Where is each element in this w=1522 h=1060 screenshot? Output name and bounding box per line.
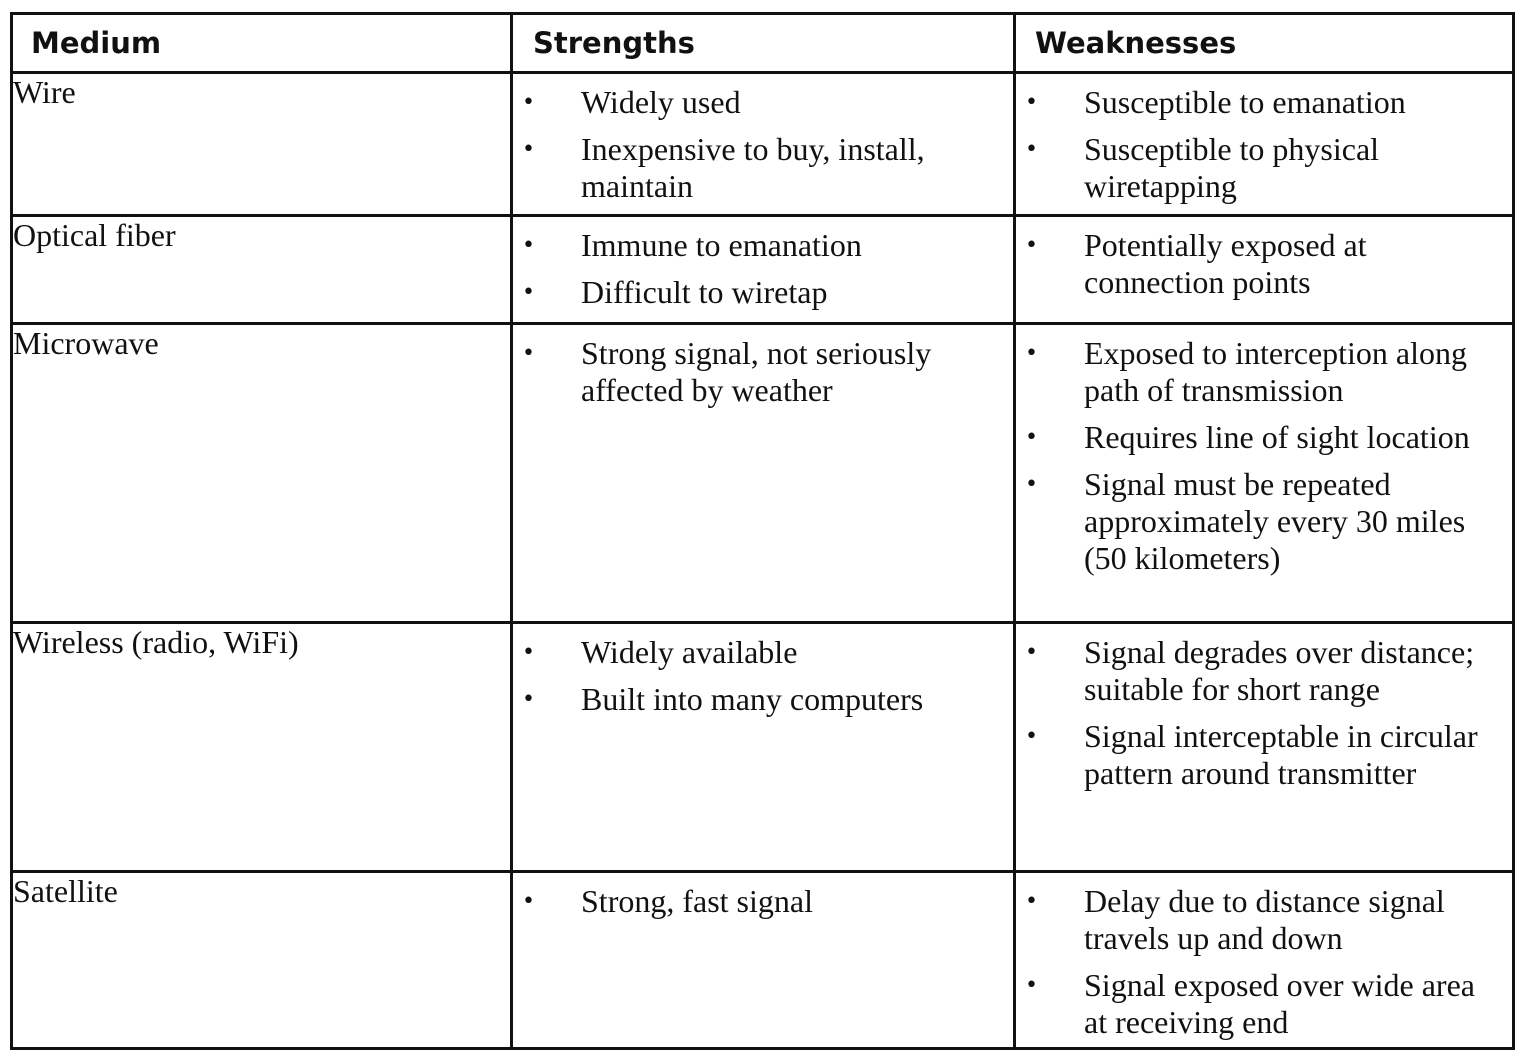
strengths-cell <box>512 73 1015 216</box>
list-item-text: Signal degrades over distance; suitable for short range <box>1084 634 1475 707</box>
list-item <box>1016 718 1504 792</box>
list-item <box>513 227 1005 264</box>
medium-cell: Microwave <box>12 324 512 623</box>
table-body <box>12 73 1514 1049</box>
table-row <box>12 324 1514 623</box>
medium-cell: Satellite <box>12 872 512 1049</box>
header-medium: Medium <box>12 14 512 73</box>
bullet-icon: • <box>522 137 535 162</box>
list-item-text: Signal exposed over wide area at receiving end <box>1084 967 1475 1040</box>
strengths-cell <box>512 872 1015 1049</box>
list-item <box>1016 84 1504 121</box>
medium-cell: Wire <box>12 73 512 216</box>
weaknesses-list <box>1016 74 1512 205</box>
bullet-icon: • <box>1025 90 1038 115</box>
list-item-text: Susceptible to physical wiretapping <box>1084 131 1380 204</box>
table-row <box>12 623 1514 872</box>
list-item-text: Difficult to wiretap <box>581 274 828 310</box>
list-item <box>513 84 1005 121</box>
list-item <box>513 131 1005 205</box>
strengths-cell <box>512 623 1015 872</box>
list-item-text: Strong signal, not seriously affected by weather <box>581 335 932 408</box>
list-item <box>513 634 1005 671</box>
list-item <box>513 335 1005 409</box>
bullet-icon: • <box>1025 889 1038 914</box>
list-item-text: Signal must be repeated approximately every 30 miles (50 kilometers) <box>1084 466 1466 576</box>
bullet-icon: • <box>1025 724 1038 749</box>
bullet-icon: • <box>1025 472 1038 497</box>
medium-cell: Wireless (radio, WiFi) <box>12 623 512 872</box>
list-item-text: Potentially exposed at connection points <box>1084 227 1367 300</box>
strengths-list <box>513 74 1013 205</box>
weaknesses-cell <box>1015 216 1514 324</box>
list-item-text: Widely used <box>581 84 741 120</box>
header-strengths: Strengths <box>512 14 1015 73</box>
strengths-list <box>513 325 1013 409</box>
bullet-icon: • <box>1025 973 1038 998</box>
list-item <box>513 681 1005 718</box>
list-item <box>1016 131 1504 205</box>
strengths-list <box>513 217 1013 311</box>
table-row <box>12 216 1514 324</box>
list-item <box>513 274 1005 311</box>
weaknesses-cell <box>1015 324 1514 623</box>
bullet-icon: • <box>522 90 535 115</box>
list-item-text: Immune to emanation <box>581 227 862 263</box>
strengths-list <box>513 624 1013 718</box>
list-item <box>1016 967 1504 1041</box>
weaknesses-list <box>1016 873 1512 1041</box>
bullet-icon: • <box>1025 233 1038 258</box>
list-item <box>1016 883 1504 957</box>
strengths-cell <box>512 216 1015 324</box>
bullet-icon: • <box>522 341 535 366</box>
list-item-text: Delay due to distance signal travels up and down <box>1084 883 1445 956</box>
list-item-text: Strong, fast signal <box>581 883 813 919</box>
list-item-text: Susceptible to emanation <box>1084 84 1406 120</box>
bullet-icon: • <box>522 280 535 305</box>
bullet-icon: • <box>522 687 535 712</box>
table-row <box>12 73 1514 216</box>
weaknesses-cell <box>1015 872 1514 1049</box>
bullet-icon: • <box>1025 137 1038 162</box>
bullet-icon: • <box>1025 425 1038 450</box>
bullet-icon: • <box>522 640 535 665</box>
list-item-text: Widely available <box>581 634 798 670</box>
list-item <box>1016 466 1504 577</box>
list-item <box>1016 634 1504 708</box>
bullet-icon: • <box>1025 341 1038 366</box>
weaknesses-cell <box>1015 623 1514 872</box>
table-header <box>12 14 1514 73</box>
weaknesses-list <box>1016 217 1512 301</box>
list-item-text: Inexpensive to buy, install, maintain <box>581 131 925 204</box>
strengths-list <box>513 873 1013 920</box>
bullet-icon: • <box>522 889 535 914</box>
media-comparison-table <box>10 12 1515 1050</box>
bullet-icon: • <box>522 233 535 258</box>
medium-cell: Optical fiber <box>12 216 512 324</box>
strengths-cell <box>512 324 1015 623</box>
list-item <box>1016 419 1504 456</box>
list-item-text: Signal interceptable in circular pattern around transmitter <box>1084 718 1478 791</box>
list-item <box>1016 335 1504 409</box>
header-row <box>12 14 1514 73</box>
list-item-text: Exposed to interception along path of transmission <box>1084 335 1468 408</box>
bullet-icon: • <box>1025 640 1038 665</box>
list-item <box>1016 227 1504 301</box>
weaknesses-cell <box>1015 73 1514 216</box>
table-row <box>12 872 1514 1049</box>
list-item-text: Requires line of sight location <box>1084 419 1470 455</box>
list-item-text: Built into many computers <box>581 681 924 717</box>
list-item <box>513 883 1005 920</box>
header-weaknesses: Weaknesses <box>1015 14 1514 73</box>
weaknesses-list <box>1016 624 1512 792</box>
weaknesses-list <box>1016 325 1512 577</box>
